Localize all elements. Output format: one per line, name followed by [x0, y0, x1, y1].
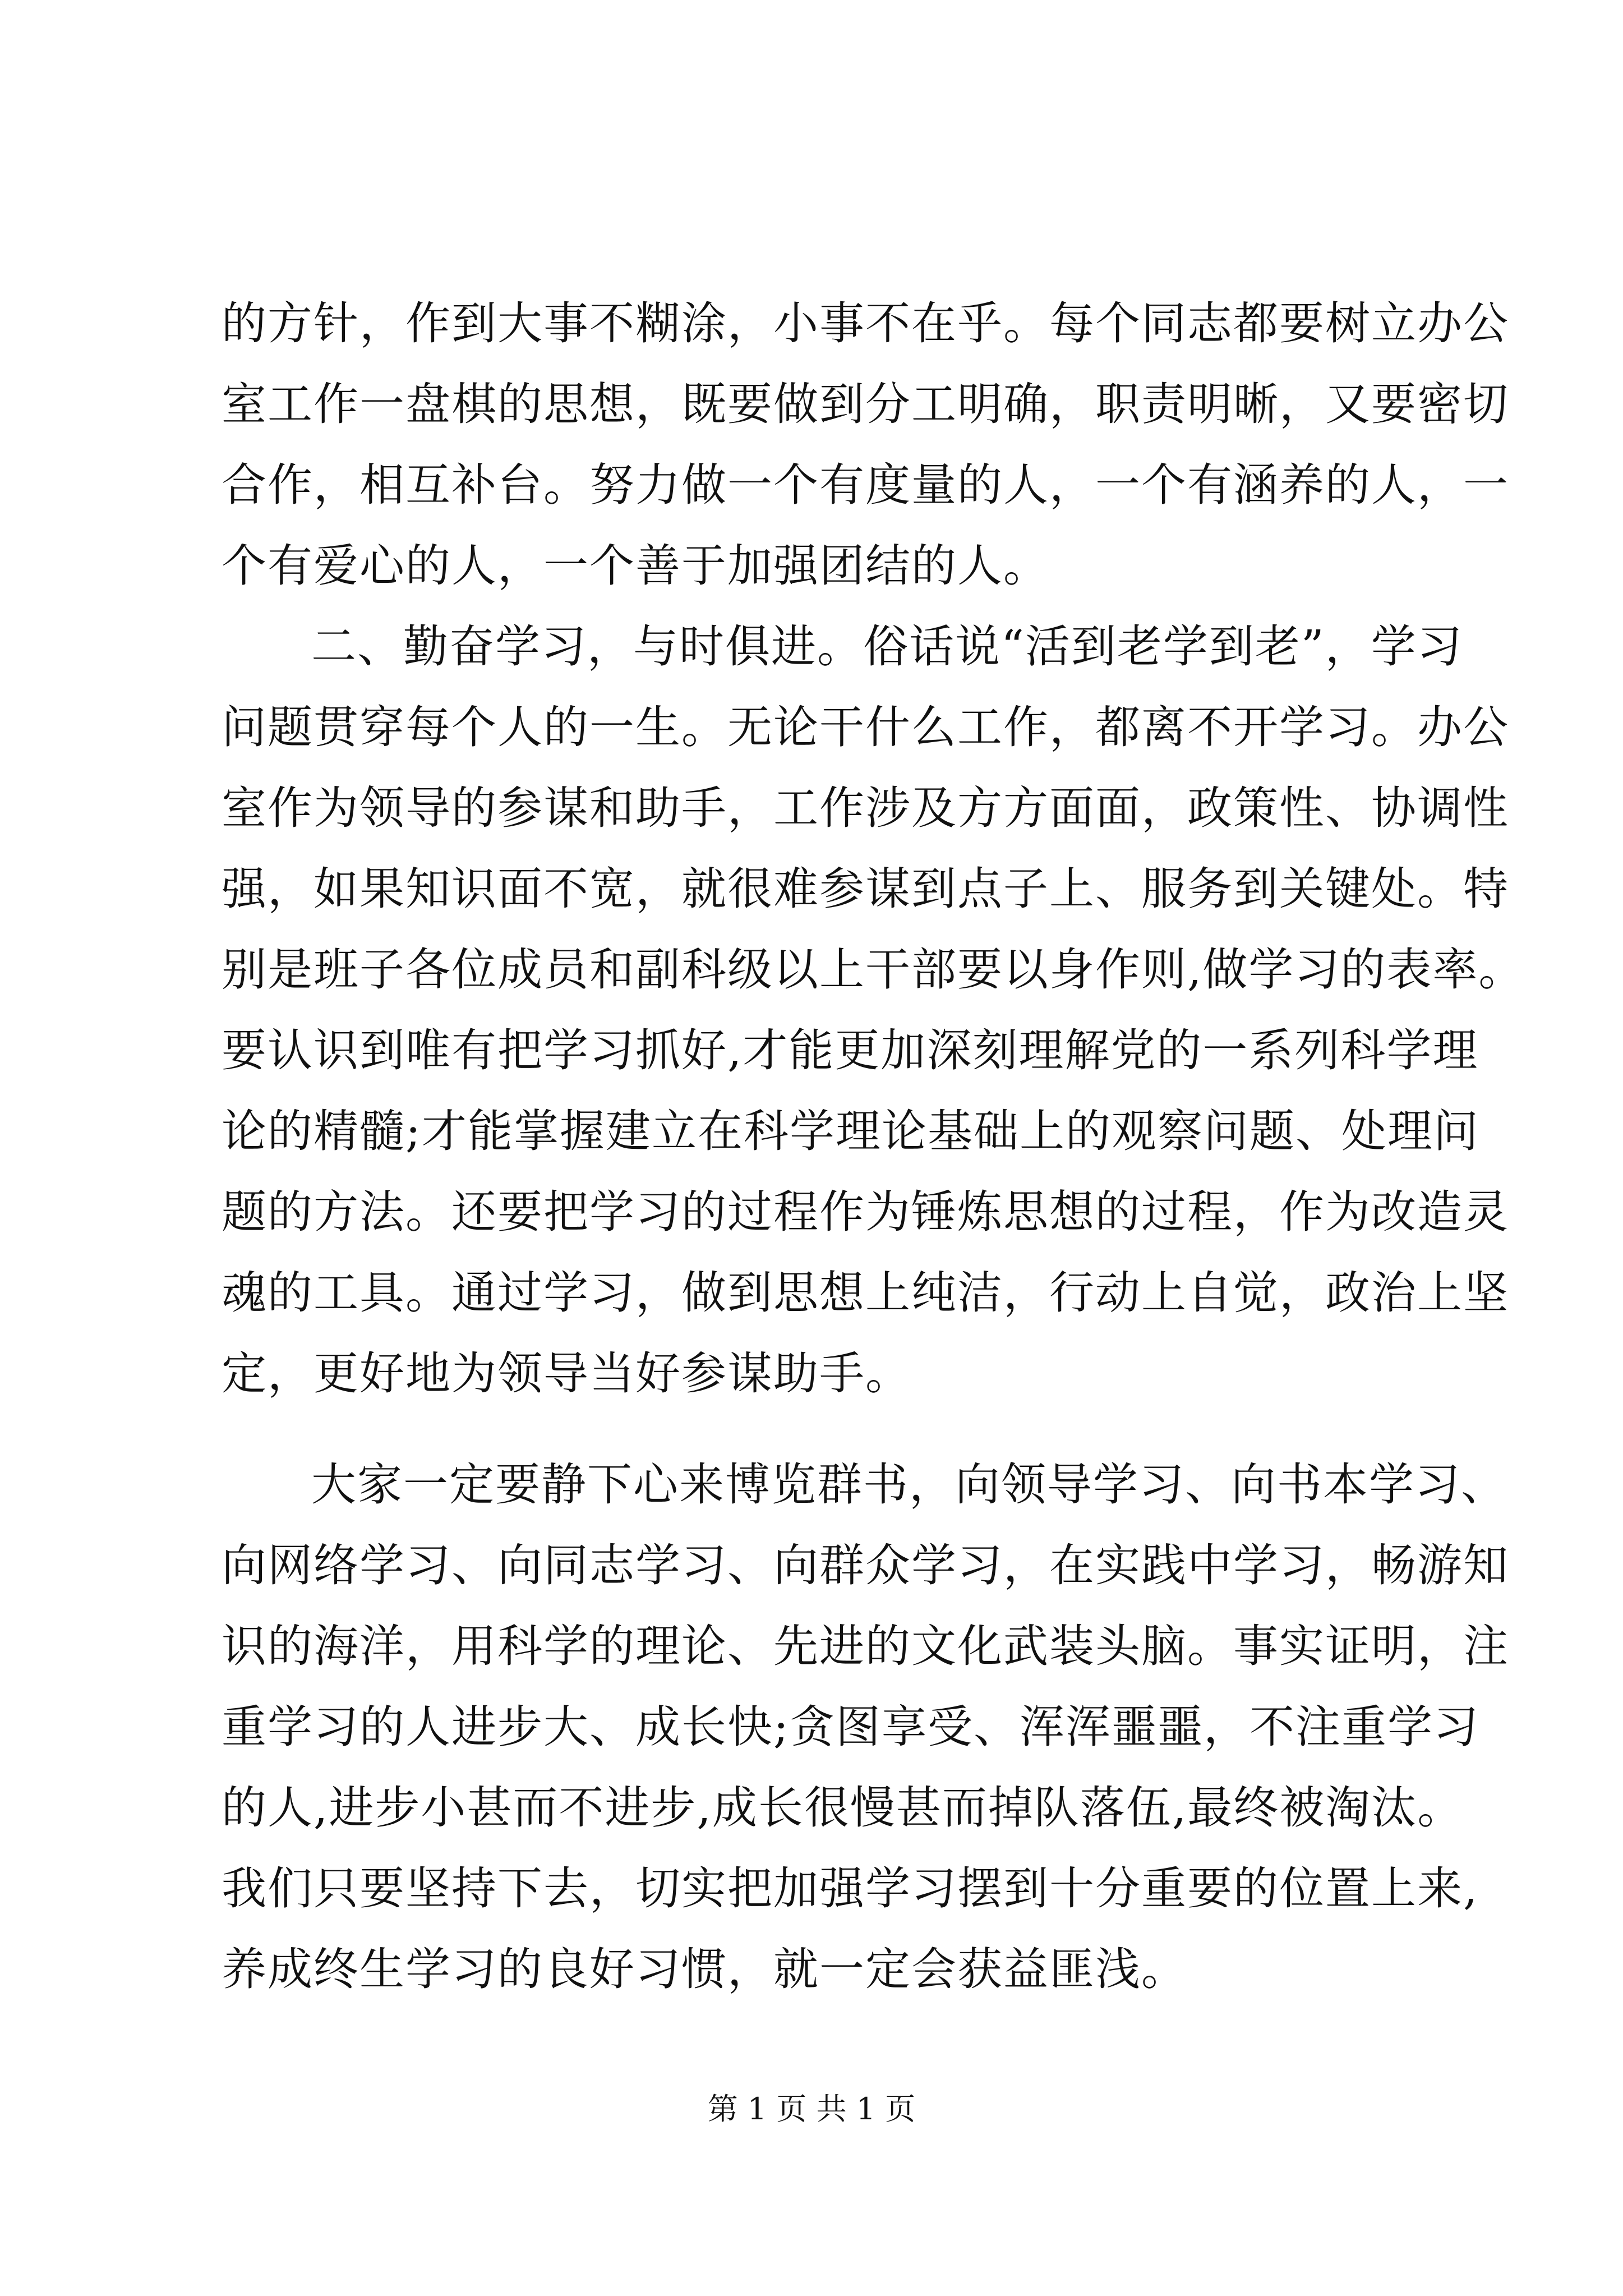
- page-number: 第 1 页 共 1 页: [707, 2091, 916, 2127]
- text-line: 的方针，作到大事不糊涂，小事不在乎。每个同志都要树立办公: [222, 297, 1509, 349]
- text-line: 重学习的人进步大、成长快;贪图享受、浑浑噩噩，不注重学习: [222, 1701, 1479, 1753]
- text-line: 个有爱心的人，一个善于加强团结的人。: [222, 540, 1049, 592]
- text-line: 别是班子各位成员和副科级以上干部要以身作则,做学习的表率。: [222, 944, 1525, 996]
- paragraph-gap: [222, 1414, 1438, 1444]
- text-line: 合作，相互补台。努力做一个有度量的人，一个有涵养的人，一: [222, 459, 1509, 511]
- text-line: 要认识到唯有把学习抓好,才能更加深刻理解党的一系列科学理: [222, 1024, 1479, 1076]
- text-line: 强，如果知识面不宽，就很难参谋到点子上、服务到关键处。特: [222, 863, 1509, 915]
- text-line: 养成终生学习的良好习惯，就一定会获益匪浅。: [222, 1943, 1187, 1995]
- page-footer: [0, 2087, 1623, 2132]
- text-line: 论的精髓;才能掌握建立在科学理论基础上的观察问题、处理问: [222, 1105, 1479, 1157]
- text-line: 大家一定要静下心来博览群书，向领导学习、向书本学习、: [311, 1458, 1507, 1511]
- text-line: 室作为领导的参谋和助手，工作涉及方方面面，政策性、协调性: [222, 782, 1509, 834]
- document-body: [222, 283, 1525, 2010]
- text-line: 问题贯穿每个人的一生。无论干什么工作，都离不开学习。办公: [222, 701, 1509, 753]
- text-line: 二、勤奋学习，与时俱进。俗话说“活到老学到老”，学习: [311, 620, 1463, 673]
- text-line: 室工作一盘棋的思想，既要做到分工明确，职责明晰，又要密切: [222, 378, 1509, 430]
- text-line: 魂的工具。通过学习，做到思想上纯洁，行动上自觉，政治上坚: [222, 1267, 1509, 1319]
- text-line: 向网络学习、向同志学习、向群众学习，在实践中学习，畅游知: [222, 1539, 1509, 1591]
- text-line: 识的海洋，用科学的理论、先进的文化武装头脑。事实证明，注: [222, 1620, 1509, 1672]
- text-line: 的人,进步小甚而不进步,成长很慢甚而掉队落伍,最终被淘汰。: [222, 1782, 1464, 1834]
- text-line: 我们只要坚持下去，切实把加强学习摆到十分重要的位置上来,: [222, 1862, 1479, 1915]
- text-line: 定，更好地为领导当好参谋助手。: [222, 1347, 911, 1400]
- text-line: 题的方法。还要把学习的过程作为锤炼思想的过程，作为改造灵: [222, 1186, 1509, 1238]
